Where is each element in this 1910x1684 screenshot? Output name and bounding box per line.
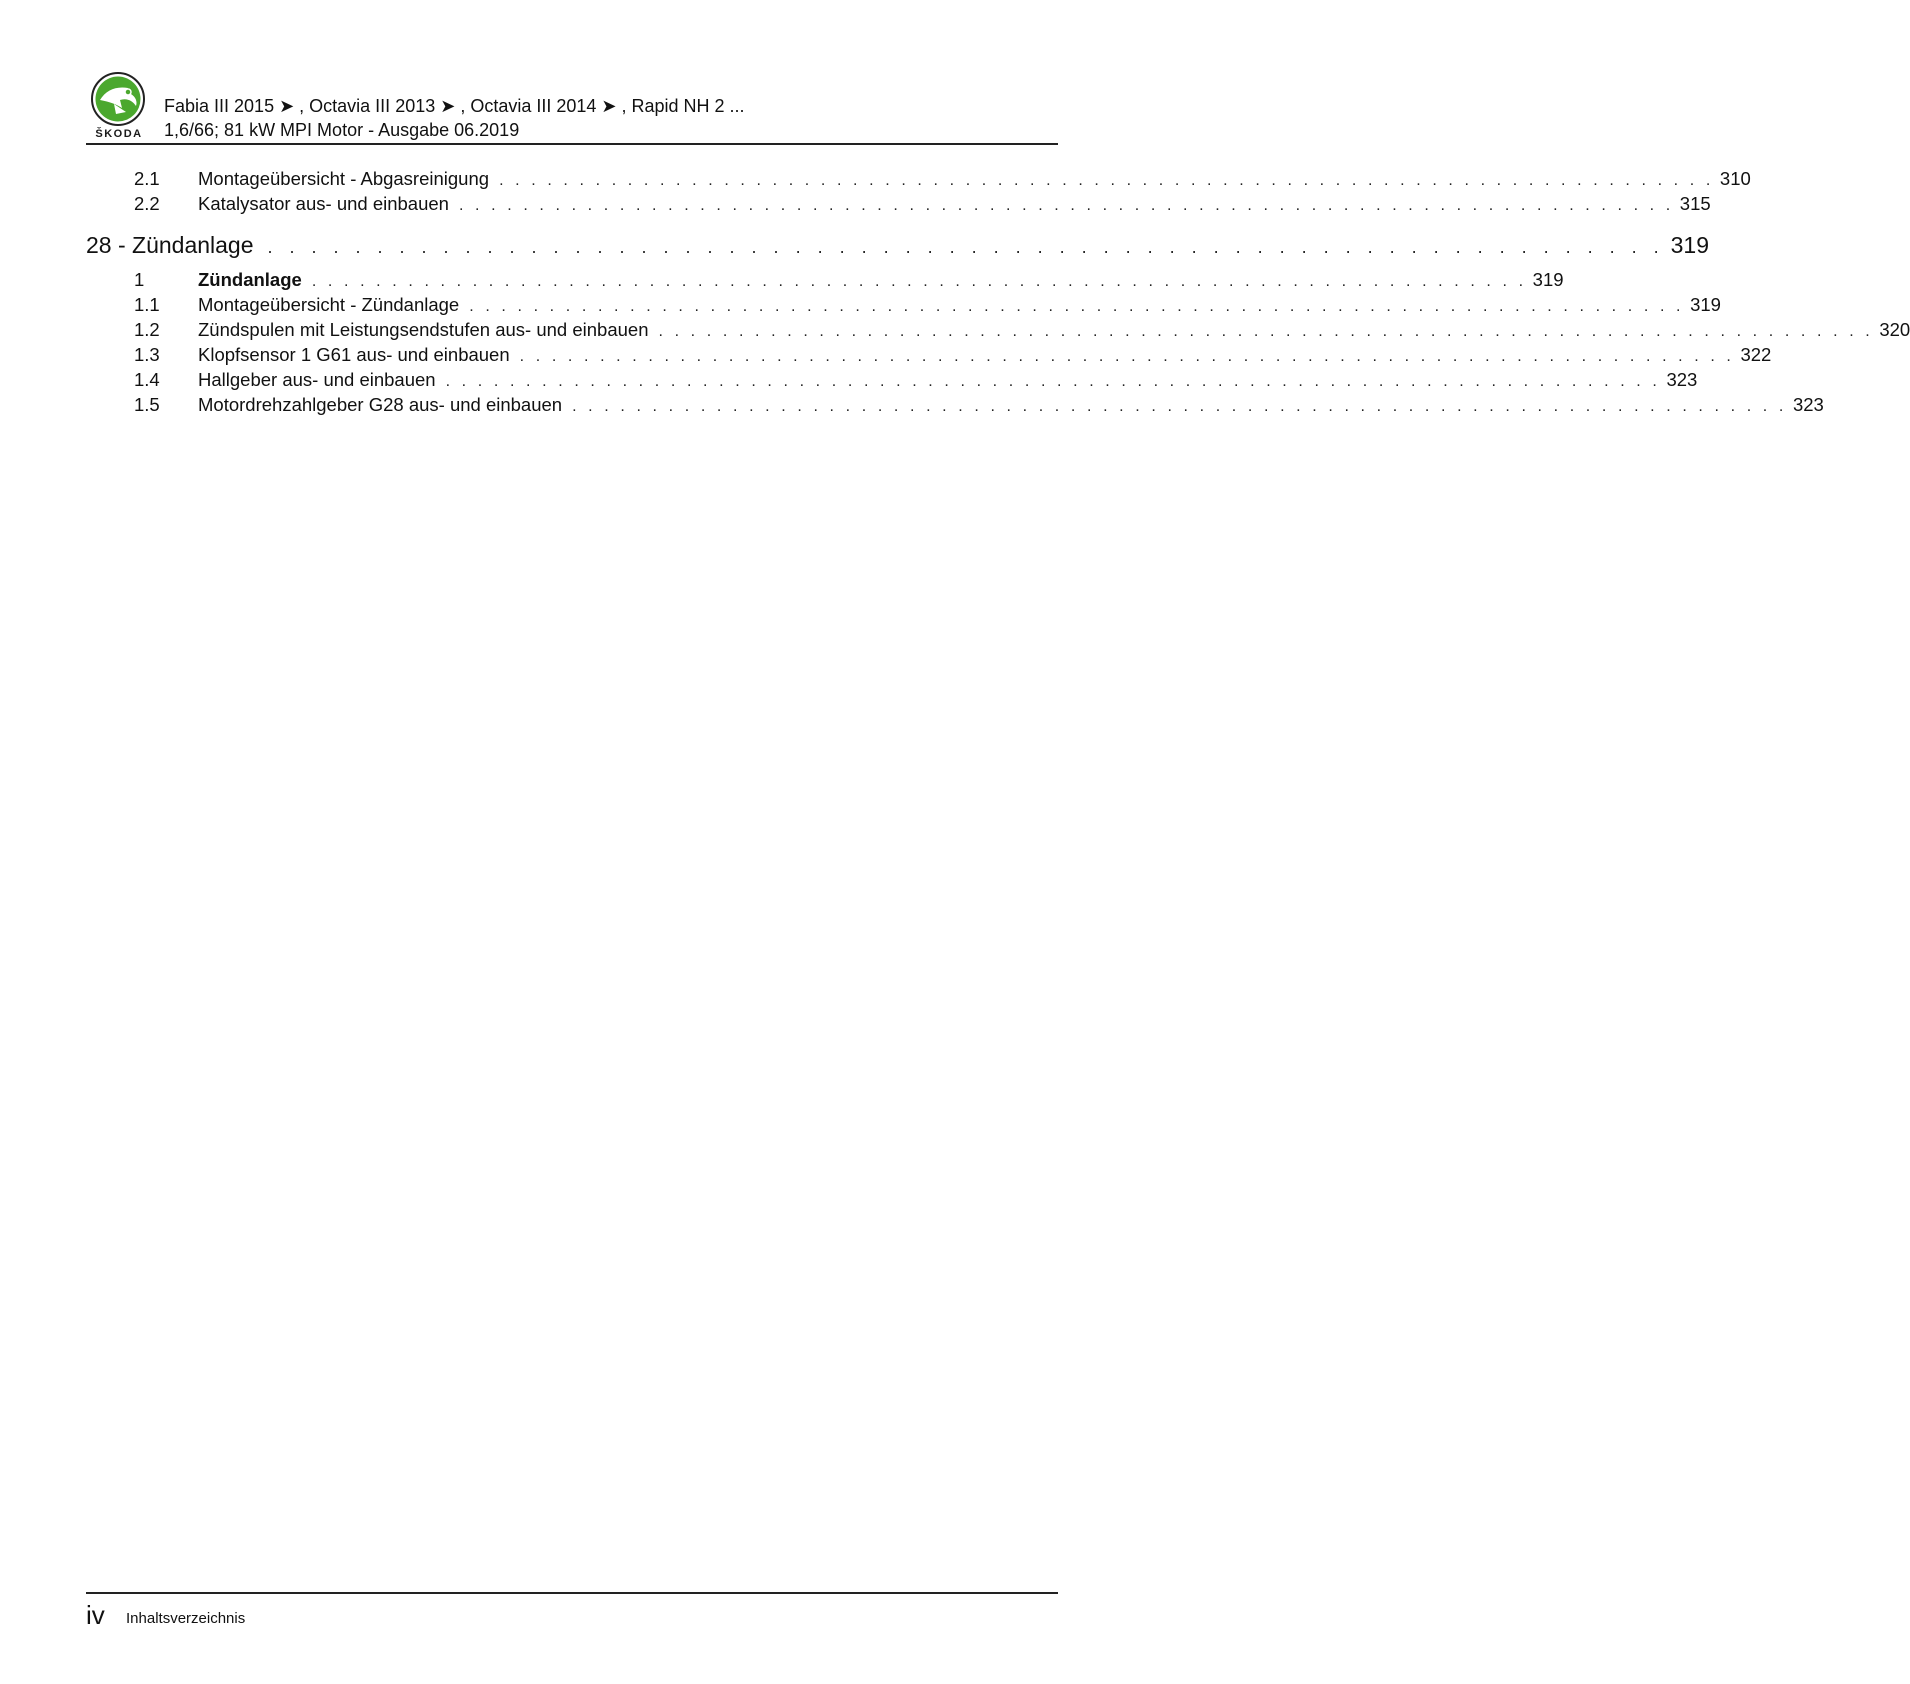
toc-entry-number: 1.2 (134, 319, 160, 340)
footer-page-number: iv (86, 1600, 105, 1630)
page-header (86, 70, 1058, 144)
toc-entry-page: 319 (1532, 269, 1564, 290)
toc-entry-title: Montageübersicht - Zündanlage (198, 294, 460, 315)
models-line: Fabia III 2015 ➤ , Octavia III 2013 ➤ , Octavia III 2014 ➤ , Rapid NH 2 ... (164, 96, 745, 116)
toc-entry[interactable] (86, 269, 1564, 294)
dot-leader: . . . . . . . . . . . . . . . . . . . . . . . . . . . . . . . . . . . . . . . . . . . . . . . . . . . . . . . . . . . . . . . . . . . . . . . . . . . . (519, 348, 1735, 365)
footer-section-label: Inhaltsverzeichnis (126, 1610, 246, 1627)
toc-chapter-heading[interactable] (86, 232, 1710, 263)
toc-entry-title: Motordrehzahlgeber G28 aus- und einbauen (198, 394, 563, 415)
toc-entry-number: 2.2 (134, 193, 160, 214)
toc-entry-page: 315 (1679, 193, 1711, 214)
dot-leader: . . . . . . . . . . . . . . . . . . . . . . . . . . . . . . . . . . . . . . . . . . . . . . . . . . . . . . . . . . . . . . . . . . . . . . . . . . . . (311, 273, 1527, 290)
toc-entry-page: 310 (1719, 168, 1751, 189)
chapter-title: 28 - Zündanlage (86, 232, 254, 258)
brand-wordmark: ŠKODA (95, 128, 143, 140)
dot-leader: . . . . . . . . . . . . . . . . . . . . . . . . . . . . . . . . . . . . . . . . . . . . . . . . . . . . . . . . . . . . . . . . . . . . . . . . . . . . (458, 197, 1674, 214)
toc-entry-title: Montageübersicht - Abgasreinigung (198, 168, 490, 189)
skoda-winged-arrow-icon (86, 70, 150, 128)
footer-divider (86, 1592, 1058, 1594)
toc-entry[interactable] (86, 168, 1751, 193)
toc-entry-page: 319 (1690, 294, 1721, 315)
toc-entry[interactable] (86, 294, 1721, 319)
dot-leader: . . . . . . . . . . . . . . . . . . . . . . . . . . . . . . . . . . . . . . . . . . . . . . . . . . . . . . . . . . . . . . . . . . . . . . . . . . . . (499, 172, 1714, 189)
dot-leader: . . . . . . . . . . . . . . . . . . . . . . . . . . . . . . . . . . . . . . . . . . . . . . . . . . . . . . . . . . . . . . . . . . . . . . . . . . . . (572, 398, 1787, 415)
toc-entry[interactable] (86, 319, 1910, 344)
toc-entry[interactable] (86, 369, 1698, 394)
toc-entry-number: 1.1 (134, 294, 160, 315)
toc-entry-page: 322 (1740, 344, 1772, 365)
toc-entry-title: Klopfsensor 1 G61 aus- und einbauen (198, 344, 510, 365)
toc-entry[interactable] (86, 193, 1711, 218)
engine-line: 1,6/66; 81 kW MPI Motor - Ausgabe 06.2019 (164, 120, 520, 140)
toc-entry-page: 323 (1792, 394, 1824, 415)
toc-entry-number: 1 (134, 269, 145, 290)
toc-entry-page: 320 (1879, 319, 1910, 340)
toc-entry-number: 1.5 (134, 394, 160, 415)
header-divider (86, 143, 1058, 145)
toc-entry-number: 1.4 (134, 369, 160, 390)
table-of-contents (86, 168, 1910, 419)
toc-entry-number: 1.3 (134, 344, 160, 365)
toc-entry-title: Katalysator aus- und einbauen (198, 193, 449, 214)
chapter-page: 319 (1670, 232, 1710, 258)
dot-leader: . . . . . . . . . . . . . . . . . . . . . . . . . . . . . . . . . . . . . . . . . . . . . . . . . . . . . . . . . . . . . . . . (267, 237, 1665, 257)
dot-leader: . . . . . . . . . . . . . . . . . . . . . . . . . . . . . . . . . . . . . . . . . . . . . . . . . . . . . . . . . . . . . . . . . . . . . . . . . . . . (445, 373, 1661, 390)
toc-entry-page: 323 (1666, 369, 1698, 390)
toc-entry[interactable] (86, 344, 1772, 369)
dot-leader: . . . . . . . . . . . . . . . . . . . . . . . . . . . . . . . . . . . . . . . . . . . . . . . . . . . . . . . . . . . . . . . . . . . . . . . . . . . . (469, 298, 1685, 315)
toc-entry-number: 2.1 (134, 168, 160, 189)
toc-entry[interactable] (86, 394, 1824, 419)
dot-leader: . . . . . . . . . . . . . . . . . . . . . . . . . . . . . . . . . . . . . . . . . . . . . . . . . . . . . . . . . . . . . . . . . . . . . . . . . . . . (658, 323, 1874, 340)
toc-entry-title: Zündspulen mit Leistungsendstufen aus- und einbauen (198, 319, 649, 340)
toc-entry-title: Hallgeber aus- und einbauen (198, 369, 436, 390)
skoda-logo (86, 70, 150, 144)
toc-entry-title: Zündanlage (198, 269, 302, 290)
